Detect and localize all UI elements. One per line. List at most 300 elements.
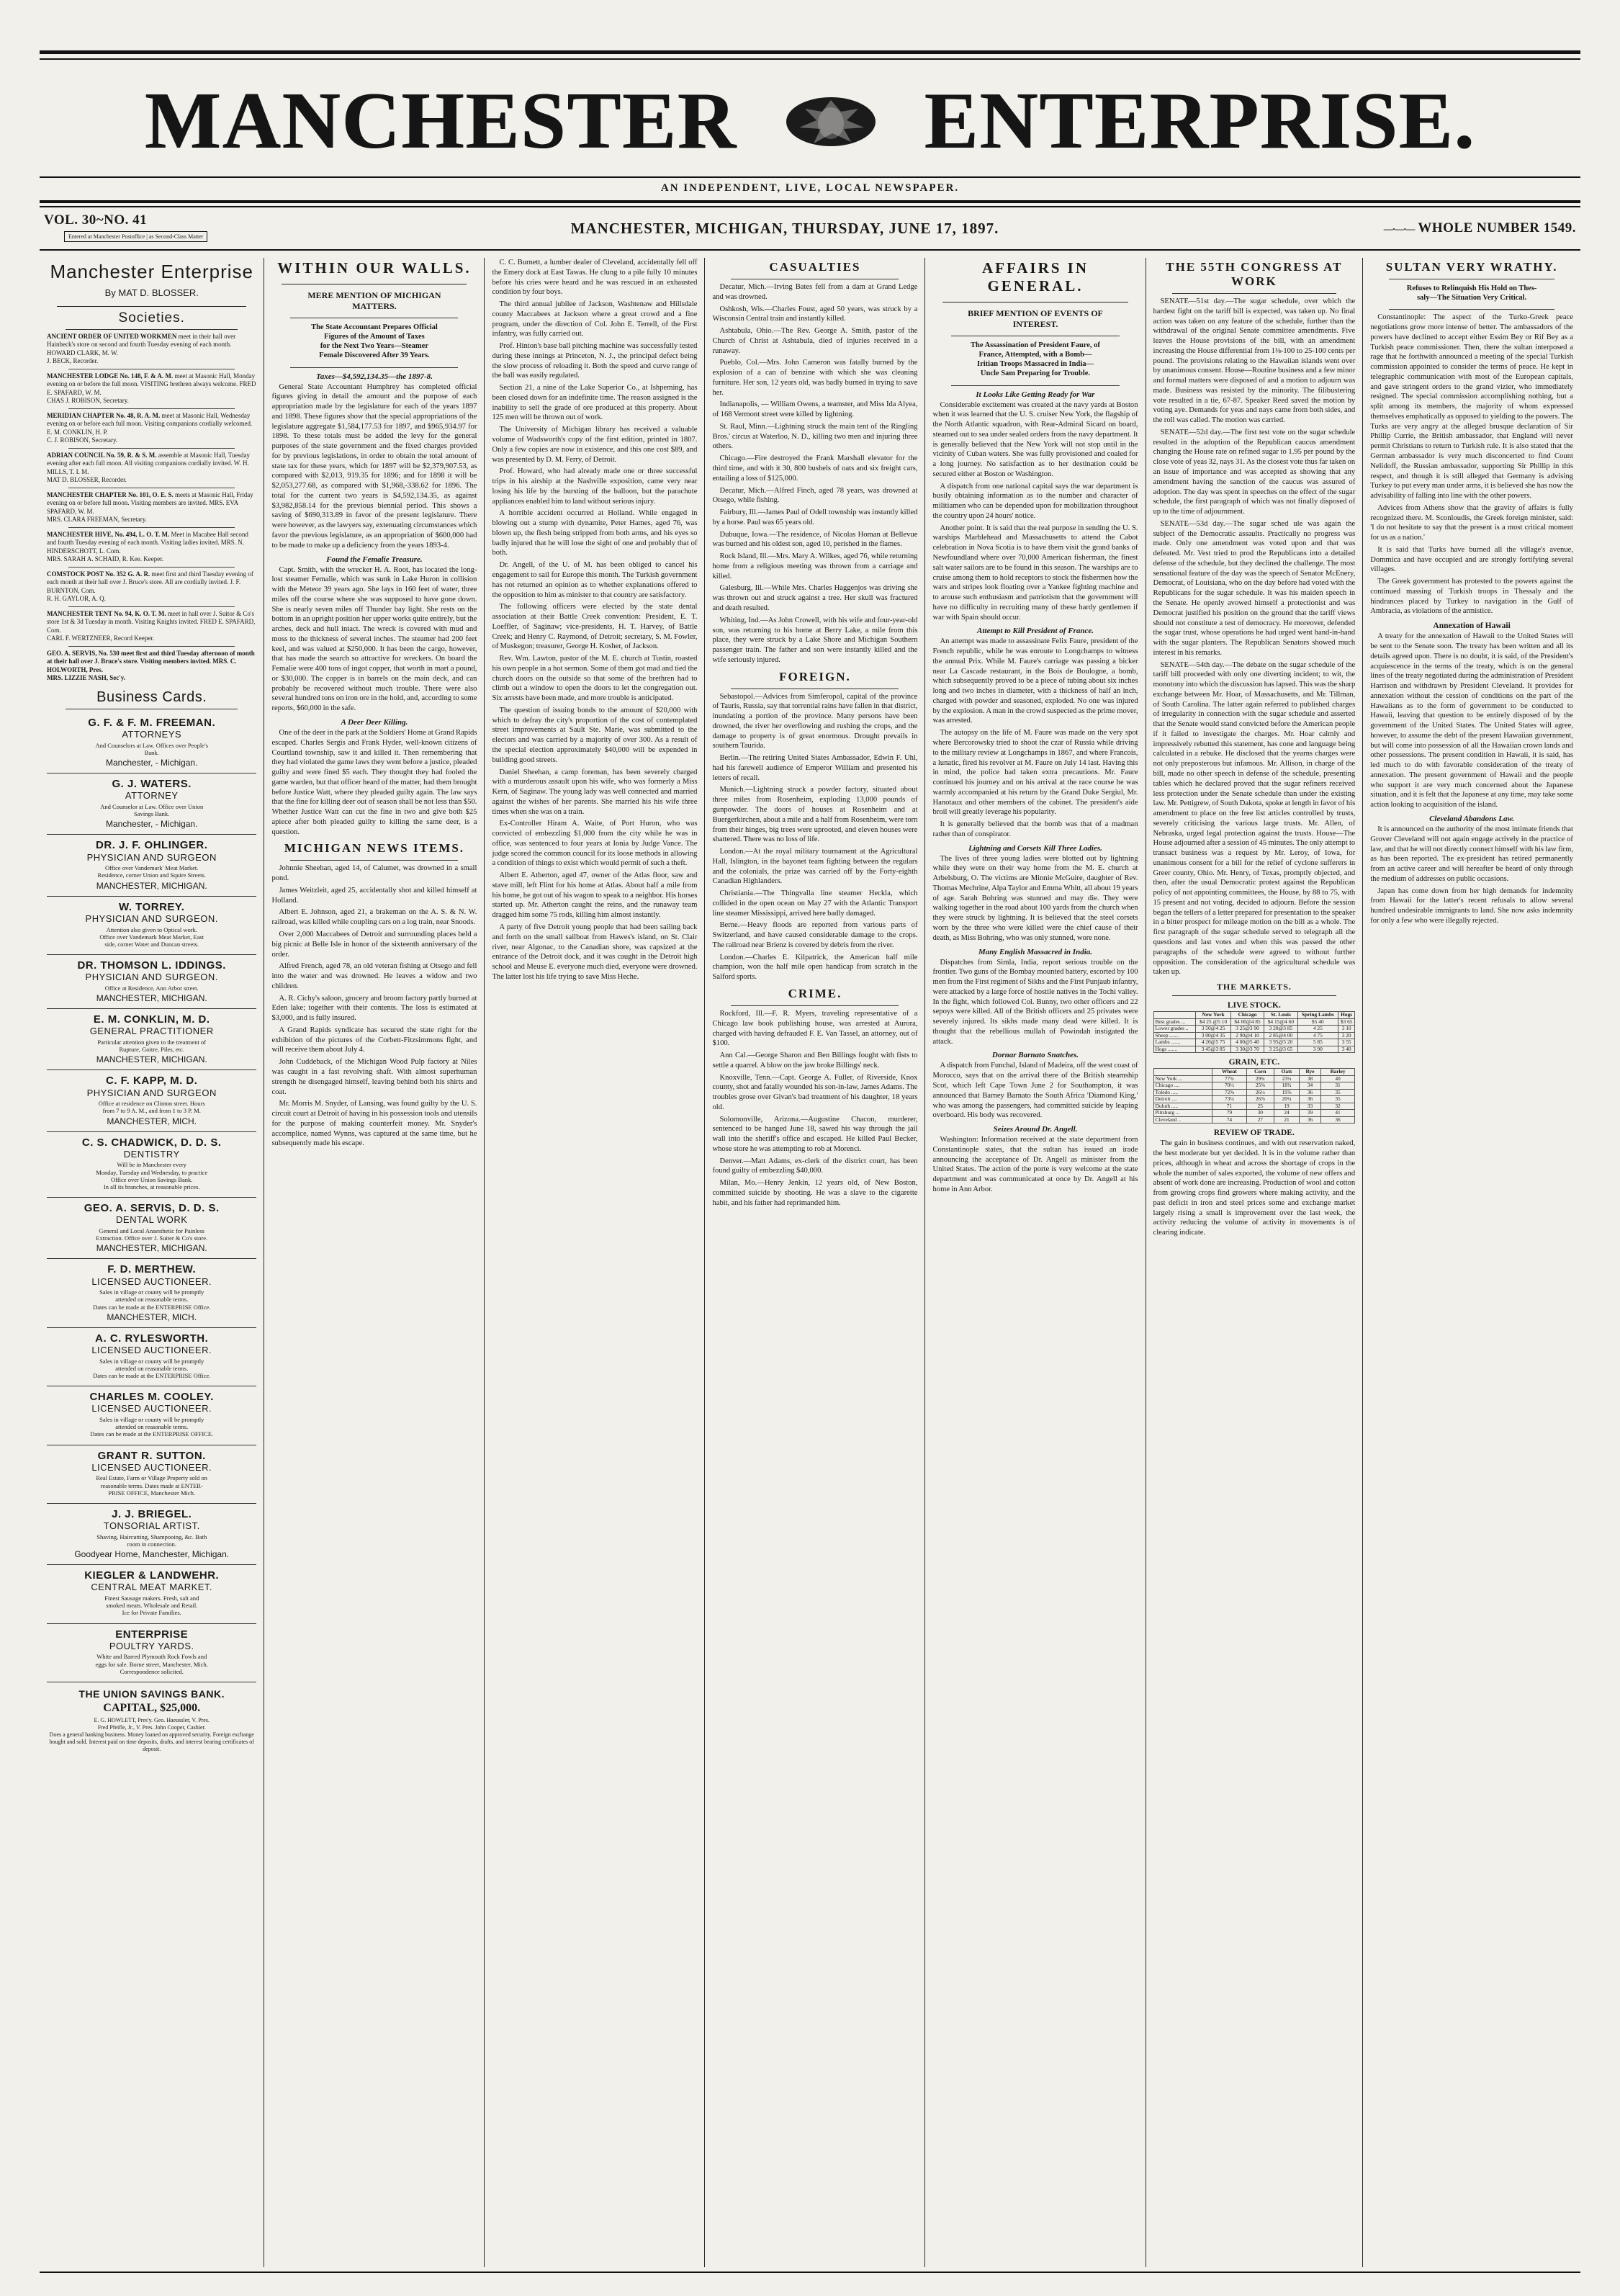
table-cell: 3 10 <box>1338 1026 1355 1033</box>
table-cell: 3 55 <box>1338 1039 1355 1046</box>
paragraph: Prof. Howard, who had already made one or three successful trips in his airship at the Nashville exposition, came very near losing his life by the bursting of the balloon, but the parachute appliances enabled him to land without serious injury. <box>492 467 698 506</box>
card-title: PHYSICIAN AND SURGEON <box>86 1087 217 1098</box>
table-cell: 36 <box>1300 1089 1321 1096</box>
table-cell: 4 20@5 75 <box>1196 1039 1231 1046</box>
table-row <box>1153 1110 1355 1117</box>
society-entry: ANCIENT ORDER OF UNITED WORKMEN meet in their hall over Hainbeck's store on second and fourth Tuesday evening of each month. HOWARD CLARK, M. W. J. BECK, Recorder. <box>47 333 236 364</box>
table-row <box>1153 1046 1355 1053</box>
business-card <box>47 1328 256 1386</box>
casualties-body <box>712 282 917 665</box>
paragraph: A horrible accident occurred at Holland. While engaged in blowing out a stump with dynamite, Peter Hames, aged 76, was blown up, the flesh being stripped from both arms, and his eyes so badly injured that he will lose the sight of one and probably that of both. <box>492 509 698 557</box>
bank-officers: E. G. HOWLETT, Pres'y. Geo. Haeussler, V. Pres. Fred Pfeifle, Jr., V. Pres. John Cooper, Cashier. Does a general banking business. Money loaned on approved security. Foreign exchange bought and sold. Interest paid on time deposits, drafts, and interest bearing certificates of deposit. <box>49 1717 254 1752</box>
markets-title: THE MARKETS. <box>1216 982 1292 992</box>
paragraph: SENATE—51st day.—The sugar schedule, over which the hardest fight on the tariff bill is expected, was taken up. No final action was taken on any feature of the schedule, further than the withdrawal of the original Senate committee amendments. Five leaves the House provisions of the bill, with an amendment increasing the House differential from 1⅛-100 to 25-100 cents per pound. The provisions relating to the Hawaiian islands went over by unanimous consent. House—Routine business and a few minor and formal matters were disposed of and a motion to adjourn was made. Business was resisted by the minority. The filibustering vote resulted in a tie, 67-87. Speaker Reed saved the motion by voting aye. Demands for yeas and nays came from both sides, and the roll was called. The motion was carried. <box>1153 297 1356 425</box>
paragraph: A dispatch from one national capital says the war department is busily obtaining information as to the number and character of militiamen who can be depended upon for mobilization throughout the country upon 24 hours' notice. <box>932 482 1138 520</box>
volume-number <box>44 212 210 244</box>
grain-table <box>1153 1068 1356 1124</box>
table-cell: 25⅜ <box>1246 1082 1274 1090</box>
card-location: MANCHESTER, MICHIGAN. <box>96 1243 207 1254</box>
table-cell: 3 20 <box>1338 1032 1355 1039</box>
paragraph: The lives of three young ladies were blotted out by lightning while they were on their way home from the M. E. church at Arbelsburg, O. The victims are Minnie McGuire, daughter of Rev. Thomas Mechrine, Alpa Taylor and Emma Whitt, all about 19 years of age. Sarah Bohring was stunned and may die. They were walking together in the road about 100 yards from the church when they were struck by lightning. It is believed that the steel corsets worn by the three who were killed were the chief cause of their death, as Miss Bohring, who was only stunned, wore none. <box>932 854 1138 942</box>
table-header: Wheat <box>1212 1069 1246 1076</box>
masthead-left-word: MANCHESTER <box>144 76 737 166</box>
card-detail: Will be in Manchester every Monday, Tuesday and Wednesday, to practice Office over Union Savings Bank. In all its branches, at reasonable prices. <box>96 1161 208 1190</box>
card-title: LICENSED AUCTIONEER. <box>91 1403 212 1414</box>
card-name: E. M. CONKLIN, M. D. <box>93 1013 210 1026</box>
paragraph: Capt. Smith, with the wrecker H. A. Root, has located the long-lost steamer Femalie, which was sunk in Lake Huron in collision with the Meteor 39 years ago. She lays in 160 feet of water, three miles off the course where she was supposed to have gone down. She is nearly seven miles off Thunder bay light. She rests on the bottom in an upright position her upper works quite entirely, but the arches, deck and hull intact. The wreck is covered with mud and moss to the thickness of several inches. The steamer had 200 feet keel, and was valued at $250,000. It has been the cargo, however, that has made the search so attractive for wreckers. On board the Femalie were 400 tons of ingot copper, that worth in mart a pound, or $30,000. The copper is in barrels on the main deck, and can probably be recovered without much trouble. There were also several hundred tons on iron ore in the hold, and, according to some reports, $60,000 in the safe. <box>271 565 477 713</box>
story-subhead: MICHIGAN NEWS ITEMS. <box>284 841 465 856</box>
society-entry: COMSTOCK POST No. 352 G. A. R. meet first and third Tuesday evening of each month at their hall over J. Bruce's store. All are cordially invited. J. F. BURNTON, Com. R. H. GAYLOR, A. Q. <box>47 570 253 602</box>
paragraph: General State Accountant Humphrey has completed official figures giving in detail the amount and the purpose of each appropriation made by the legislature for each of the years 1897 and 1898. These figures show that the special appropriations of the legislature aggregate $1,584,177.53 for 1897, and $965,934.97 for 1898. To these totals must be added the levy for the general purposes of the state government and the fixed charges provided for by previous legislations, in order to obtain the total amount of state tax for these years, which for 1897 will be $2,379,907.53, as compared with $2,013, 919.35 for 1896; and for 1898 it will be $2,053,277.68, as compared with $1,968,-338.62 for 1896. The total for the current two years is $4,592,134.35, as against $3,982,858.14 for the previous biennial period. This shows a saving of $690,313.89 in favor of the present legislature. There were however, as the lawyers say, extenuating circumstances which favor the previous legislature, as an appropriation of $600,000 had to be made to make up a deficiency from the years 1893-4. <box>271 382 477 550</box>
paragraph: An attempt was made to assassinate Felix Faure, president of the French republic, while he was enroute to Longchamps to witness the annual Prix. While M. Faure's carriage was passing a bicker near La Cascade restaurant, in the Bois de Boulogne, a bomb, which subsequently proved to be a piece of tubing about six inches long and two inches in diameter, with a thickness of half an inch, charged with powder and seasoned, exploded. No one was injured by the explosion. A man in the crowd suspected as the prime mover, was arrested. <box>932 637 1138 725</box>
paragraph: The autopsy on the life of M. Faure was made on the very spot where Bercorowsky tried to shoot the czar of Russia while driving to the military review at Longchamps in 1867, and where Francois, a lunatic, fired his revolver at M. Faure on July 14 last. Having this in mind, the police had taken extra precautions. Mr. Faure continued his journey and on his arrival at the race course he was warmly accompanied at his return by the Grand Duke Sergiul, Mr. Hanotaux and other members of the cabinet. The president's aide broil will greatly leverage his popularity. <box>932 729 1138 817</box>
story-subhead: Attempt to Kill President of France. <box>977 627 1094 636</box>
business-card <box>47 1070 256 1131</box>
table-cell: 3 25@3 65 <box>1264 1046 1297 1053</box>
masthead-inner <box>40 58 1580 178</box>
table-cell: 3 30@3 70 <box>1230 1046 1264 1053</box>
card-detail: Real Estate, Farm or Village Property sold on reasonable terms. Dates made at ENTER- PRISE OFFICE, Manchester Mich. <box>96 1474 208 1497</box>
card-location: MANCHESTER, MICH. <box>107 1116 197 1126</box>
paragraph: Whiting, Ind.—As John Crowell, with his wife and four-year-old son, was returning to his home at Berry Lake, a mile from this place, they were struck by a Lake Shore and Michigan Southern passenger train. The father and son were instantly killed and the wife seriously injured. <box>712 616 918 664</box>
card-location: MANCHESTER, MICHIGAN. <box>96 1054 207 1065</box>
card-detail: White and Barred Plymouth Rock Fowls and eggs for sale. Borne street, Manchester, Mich. Correspondence solicited. <box>95 1653 208 1675</box>
card-title: ATTORNEYS <box>122 729 182 740</box>
table-cell: $3 65 <box>1338 1018 1355 1026</box>
table-header: Barley <box>1320 1069 1354 1076</box>
page-columns <box>40 258 1580 2267</box>
paragraph: Alfred French, aged 78, an old veteran fishing at Otsego and fell into the water and was drowned. He leaves a widow and two children. <box>271 962 477 990</box>
story-subhead: Dornar Barnato Snatches. <box>991 1051 1079 1060</box>
table-cell: Detroit .... <box>1153 1096 1212 1103</box>
table-cell: 25 <box>1246 1103 1274 1110</box>
table-row <box>1153 1116 1355 1124</box>
paragraph: Japan has come down from her high demands for indemnity from Hawaii for the latter's recent refusals to allow several hundred undesirable immigrants to land. She now asks indemnity for only a few who were illegally rejected. <box>1370 887 1573 925</box>
paragraph: The University of Michigan library has received a valuable volume of Wadsworth's copy of the first edition, printed in 1807. Only a few copies are now in existence, and this one cost $89, and was presented by D. M. Ferry, of Detroit. <box>492 426 698 464</box>
within-our-walls-head: WITHIN OUR WALLS. <box>277 259 472 277</box>
business-card <box>47 712 256 773</box>
card-name: A. C. RYLESWORTH. <box>95 1332 209 1345</box>
card-title: LICENSED AUCTIONEER. <box>91 1345 212 1355</box>
card-location: Manchester, - Michigan. <box>106 758 198 768</box>
table-cell: 23¼ <box>1274 1075 1299 1082</box>
business-cards-heading: Business Cards. <box>96 689 207 705</box>
card-title: GENERAL PRACTITIONER <box>89 1026 214 1037</box>
crime-head: CRIME. <box>788 987 842 1000</box>
paragraph: Considerable excitement was created at the navy yards at Boston when it was learned that the U. S. cruiser New York, the flagship of the North Atlantic squadron, with Rear-Admiral Sicard on board, steamed out to sea under sealed orders from the navy department. It is generally believed that the New York will not stop until in the vicinity of Cuban waters. She was fully provisioned and coaled for a long journey. No satisfaction as to her destination could be secured either at Boston or Washington. <box>932 400 1138 478</box>
society-entry: MANCHESTER TENT No. 94, K. O. T. M. meet in hall over J. Suitor & Co's store 1st & 3d Tuesday in month. Visiting Knights invited. FRED E. SPAFARD, Com. CARL F. WERTZNEER, Record Keeper. <box>47 610 256 642</box>
table-cell: 32 <box>1320 1103 1354 1110</box>
paragraph: Mr. Morris M. Snyder, of Lansing, was found guilty by the U. S. circuit court at Detroit of having in his possession tools and utensils for the purpose of making counterfeit money. Mr. Snyder's accomplice, named Wynns, was captured at the same time, but he subsequently made his escape. <box>271 1100 477 1148</box>
casualties-head: CASUALTIES <box>769 260 861 274</box>
affairs-body <box>932 390 1138 1195</box>
table-cell: 20¼ <box>1274 1096 1299 1103</box>
paragraph: It is said that Turks have burned all the village's avenue, Dommica and have occupied and are strongly fortifying several villages. <box>1370 545 1573 574</box>
card-detail: Attention also given to Optical work. Office over Vandemark Meat Market, East side, corner Water and Duncan streets. <box>99 925 204 948</box>
card-name: ENTERPRISE <box>115 1628 189 1641</box>
paragraph: SENATE—53d day.—The sugar sched ule was again the subject of the Democratic assaults. Practically no progress was made. Only one amendment was voted upon and that was defeated. Mr. Vest tried to prod the Republicans into a detailed defense of the schedule, but they declined the challenge. The most sensational feature of the day was the speech of Senator McEnery, Democrat, of Louisiana, who on the day before had voted with the Republicans for the sugar schedule. It was his maiden speech in the Senate. He openly avowed himself a protectionist and was Democrat justified his position on the ground that the tariff views should not constitute a test of democracy. He moreover, defended the sugar trust, whose operations he had urged went hand-in-hand with the sugar planters. The Republican Senators showed much interest in his remarks. <box>1153 519 1356 657</box>
paragraph: Oshkosh, Wis.—Charles Foust, aged 50 years, was struck by a Wisconsin Central train and instantly killed. <box>712 305 918 323</box>
table-cell: $4 00@4 85 <box>1230 1018 1264 1026</box>
table-header: Corn <box>1246 1069 1274 1076</box>
foreign-body <box>712 692 917 982</box>
sultan-body <box>1370 313 1573 616</box>
sultan-head: SULTAN VERY WRATHY. <box>1385 260 1558 274</box>
paragraph: Albert E. Johnson, aged 21, a brakeman on the A. S. & N. W. railroad, was killed while coupling cars on a log train, near Snoods. <box>271 908 477 927</box>
paragraph: Indianapolis, — William Owens, a teamster, and Miss Ida Alyea, of 168 Vermont street were killed by lightning. <box>712 400 918 419</box>
paragraph: Rev. Wm. Lawton, pastor of the M. E. church at Tustin, roasted his own people in a hot sermon. Some of them got mad and tied the church doors on the outside so that some of the brethren had to climb out a window to open the doors to let the congregation out. Six arrests have been made, and more trouble is anticipated. <box>492 655 698 703</box>
business-card <box>47 1386 256 1445</box>
card-title: LICENSED AUCTIONEER. <box>91 1275 212 1287</box>
card-detail: Sales in village or county will be promptly attended on reasonable terms. Dates can be made at the ENTERPRISE Office. <box>93 1357 211 1379</box>
masthead-tagline: AN INDEPENDENT, LIVE, LOCAL NEWSPAPER. <box>660 182 960 194</box>
society-entry: MERIDIAN CHAPTER No. 48, R. A. M. meet at Masonic Hall, Wednesday evening on or before each full moon. Visiting companions cordially welcomed. E. M. CONKLIN, H. P. C. J. ROBISON, Secretary. <box>47 412 253 444</box>
table-header: New York <box>1196 1012 1231 1019</box>
table-cell: 36 <box>1320 1116 1354 1124</box>
business-card <box>47 1259 256 1327</box>
card-name: C. F. KAPP, M. D. <box>106 1075 198 1088</box>
column-4 <box>705 258 925 2267</box>
table-cell: 38 <box>1300 1075 1321 1082</box>
column-7 <box>1363 258 1580 2267</box>
card-name: J. J. BRIEGEL. <box>112 1507 192 1520</box>
table-cell: 18¾ <box>1274 1082 1299 1090</box>
column-6 <box>1146 258 1364 2267</box>
table-cell: 2 85@4 00 <box>1264 1032 1297 1039</box>
business-card <box>47 773 256 835</box>
card-name: G. F. & F. M. FREEMAN. <box>88 717 216 729</box>
within-our-walls-deck: The State Accountant Prepares Official Figures of the Amount of Taxes for the Next Two Years—Steamer Female Discovered After 39 Years. <box>311 323 438 360</box>
table-cell: 72⅝ <box>1212 1089 1246 1096</box>
table-cell: 26½ <box>1246 1089 1274 1096</box>
card-location: MANCHESTER, MICHIGAN. <box>96 880 207 891</box>
card-detail: Sales in village or county will be promptly attended on reasonable terms. Dates can be made at the ENTERPRISE OFFICE. <box>90 1416 214 1438</box>
place-date: MANCHESTER, MICHIGAN, THURSDAY, JUNE 17, 1897. <box>570 219 999 237</box>
card-detail: Office over Vandemark' Meat Market. Residence, corner Union and Squire Streets. <box>97 864 206 879</box>
table-cell: Cleveland .. <box>1153 1116 1212 1124</box>
paragraph: It is generally believed that the bomb was that of a madman rather than of conspirator. <box>932 820 1138 838</box>
paragraph: Prof. Hinton's base ball pitching machine was successfully tested during these innings at Princeton, N. J., the principal defect being the slow process of reloading it. Both the speed and curve range of the ball was easily regulated. <box>492 342 698 380</box>
paragraph: Fairbury, Ill.—James Paul of Odell township was instantly killed by a horse. Paul was 65 years old. <box>712 508 918 526</box>
table-cell: 33 <box>1300 1103 1321 1110</box>
masthead <box>40 50 1580 203</box>
paragraph: The question of issuing bonds to the amount of $20,000 with which to defray the city's proportion of the cost of contemplated street improvements at Sault Ste. Marie, was submitted to the electors and was carried by a majority of over 300. As a result of the special election approximately $40,000 will be expended in building good streets. <box>492 706 698 764</box>
paragraph: Decatur, Mich.—Alfred Finch, aged 78 years, was drowned at Otsego, while fishing. <box>712 486 918 505</box>
table-cell: 21 <box>1274 1116 1299 1124</box>
livestock-head: LIVE STOCK. <box>1227 1001 1281 1010</box>
card-name: DR. THOMSON L. IDDINGS. <box>77 959 226 972</box>
business-card <box>47 1624 256 1682</box>
paper-name: Manchester Enterprise <box>50 261 253 282</box>
table-cell: 3 90 <box>1297 1046 1338 1053</box>
table-cell: $5 40 <box>1297 1018 1338 1026</box>
foreign-head: FOREIGN. <box>779 669 851 683</box>
business-card-list <box>47 712 256 1682</box>
paragraph: James Weitzleit, aged 25, accidentally shot and killed himself at Holland. <box>271 886 477 905</box>
card-title: TONSORIAL ARTIST. <box>103 1520 200 1532</box>
entered-notice: Entered at Manchester Postoffice | as Second-Class Matter <box>64 231 207 242</box>
table-cell: 4 00@5 40 <box>1230 1039 1264 1046</box>
affairs-deck: The Assassination of President Faure, of France, Attempted, with a Bomb— Iritian Troops Massacred in India— Uncle Sam Preparing for Trouble. <box>971 341 1100 378</box>
affairs-subhead: BRIEF MENTION OF EVENTS OF INTEREST. <box>968 308 1103 329</box>
dateline-bar <box>40 206 1580 251</box>
card-name: CHARLES M. COOLEY. <box>89 1391 214 1404</box>
paragraph: Daniel Sheehan, a camp foreman, has been severely charged with a murderous assault upon his wife, who was formerly a Miss Kern, of Saginaw. The young lady was well connected and married against the wishes of her parents. She married his his wife three times when she was on a train. <box>492 768 698 816</box>
paragraph: St. Raul, Minn.—Lightning struck the main tent of the Ringling Bros.' circus at Waterloo, N. D., killing two men and injuring three others. <box>712 422 918 451</box>
review-of-trade-head: REVIEW OF TRADE. <box>1213 1129 1295 1138</box>
table-cell: 71 <box>1212 1103 1246 1110</box>
table-cell: 40 <box>1320 1075 1354 1082</box>
paragraph: Dubuque, Iowa.—The residence, of Nicolas Homan at Bellevue was burned and his oldest son, aged 10, perished in the flames. <box>712 530 918 549</box>
table-cell: Toledo ..... <box>1153 1089 1212 1096</box>
volume-label: VOL. 30~NO. 41 <box>44 212 148 228</box>
table-cell: 35 <box>1320 1096 1354 1103</box>
societies-heading: Societies. <box>118 310 185 326</box>
card-title: POULTRY YARDS. <box>109 1640 194 1651</box>
paragraph: Milan, Mo.—Henry Jenkin, 12 years old, of New Boston, committed suicide by shooting. He was a slave to the cigarette habit, and his father had reprimanded him. <box>712 1179 918 1207</box>
story-subhead: Cleveland Abandons Law. <box>1429 815 1515 823</box>
paragraph: The following officers were elected by the state dental association at their Battle Creek convention: President, E. T. Loeffler, of Saginaw; vice-presidents, H. T. Harvey, of Battle Creek; and Henry C. Raymond, of Detroit; secretary, S. M. Fowler, of Muskegon; treasurer, George H. Kosher, of Jackson. <box>492 603 698 651</box>
crime-body <box>712 1009 917 1208</box>
card-detail: And Counselor at Law. Office over Union Savings Bank. <box>100 803 204 818</box>
table-cell: 3 00@4 35 <box>1196 1032 1231 1039</box>
paragraph: Rockford, Ill.—F. R. Myers, traveling representative of a Chicago law book publishing house, was arrested at Aurora, charged with having defrauded F. E. Van Tassel, an attorney, out of $100. <box>712 1010 918 1048</box>
business-card <box>47 1198 256 1259</box>
table-cell: 3 50@4 25 <box>1196 1026 1231 1033</box>
table-header: Spring Lambs <box>1297 1012 1338 1019</box>
paragraph: Dispatches from Simla, India, report serious trouble on the frontier. Two guns of the Bombay mounted battery, escorted by 100 men from the First regiment of Sikhs and the First Punjaub infantry, were attacked by a large force of hostile natives in the Tochi valley. In the fight, which followed Col. Bunny, two other officers and 22 sepoys were killed. All of the British officers and 25 privates were severely injured. Its sikhs made many dead were killed. It is thought that the rebellious mullah of Powindah instigated the attack. <box>932 958 1138 1046</box>
story-subhead: Lightning and Corsets Kill Three Ladies. <box>968 843 1102 853</box>
table-cell: 77¾ <box>1212 1075 1246 1082</box>
within-our-walls-subhead: MERE MENTION OF MICHIGAN MATTERS. <box>307 290 441 311</box>
bank-capital: CAPITAL, $25,000. <box>103 1702 201 1714</box>
paragraph: Over 2,000 Maccabees of Detroit and surrounding places held a big picnic at Belle Isle in honor of the sixteenth anniversary of the order. <box>271 930 477 959</box>
table-row <box>1153 1096 1355 1103</box>
card-title: PHYSICIAN AND SURGEON. <box>85 912 218 924</box>
card-detail: Office at residence on Clinton street. Hours from 7 to 9 A. M., and from 1 to 3 P. M. <box>98 1100 205 1115</box>
paragraph: Ex-Controller Hiram A. Waite, of Port Huron, who was convicted of embezzling $1,000 from the city while he was in office, was sentenced to four years at Ionia by Judge Vance. The judge scored the common council for its loose methods in allowing a condition of things to exist which would permit of such a theft. <box>492 820 698 868</box>
society-entry: ADRIAN COUNCIL No. 59, R. & S. M. assemble at Masonic Hall, Tuesday evening after each full moon. All visiting companions cordially invited. W. H. MILLS, T. I. M. MAT D. BLOSSER, Recorder. <box>47 452 251 483</box>
story-subhead: Found the Femalie Treasure. <box>326 555 423 564</box>
card-name: KIEGLER & LANDWEHR. <box>84 1569 220 1582</box>
column-2 <box>264 258 485 2267</box>
card-title: DENTISTRY <box>123 1148 180 1160</box>
card-title: CENTRAL MEAT MARKET. <box>91 1582 213 1593</box>
card-detail: Office at Residence, Ann Arbor street. <box>104 984 199 992</box>
card-detail: Sales in village or county will be promptly attended on reasonable terms. Dates can be made at the ENTERPRISE Office. <box>93 1288 211 1311</box>
paragraph: SENATE—54th day.—The debate on the sugar schedule of the tariff bill proceeded with only one diverting incident; to wit, the monotony into which the discussion has lapsed. This was the sharp exchange between Mr. Hoar, of Massachusetts, and Mr. Tillman, of South Carolina. The latter again referred to published charges of irregularity in connection with the sugar schedule and asserted that the Senate would stand convicted before the American people if it failed to investigate the charges. Mr. Hoar calmly and impressively rebutted this statement, has cone and language being calculated in a rebuke. He disclosed that the yearns charges were not only preposterous but infamous. Mr. Allison, in charge of the bill, made no other speech in defense of the schedule, presenting tables which he declared proved that the sugar refiners received less protection under the Senate schedule than under the existing law. Mr. Pettigrew, of South Dakota, spoke at length in favor of his amendment to place on the free list articles controlled by trusts, severely criticising the various large trusts. Mr. Allen, of Nebraska, urged legal protection against the trusts. House—The House adjourned after a session of 45 minutes. The only attempt to transact business was a request by Mr. Leroy, of Iowa, for unanimous consent for a bill for the relief of cyclone sufferers in Greer county, Ohio. Mr. Henry, of Texas, promptly objected, and then, after the usual Democratic protest against the Republican policy of not appointing committees, the House, by 88 to 75, with 15 present and not voting, decided to adjourn. Before the session began the tellers of a letter prepared for presentation to the speaker in a bitter prospect for mileage motion on the bill as a whole. The first paragraph of the sugar schedule served to telegraph all the questions and last votes and when this was passed the other paragraphs of the schedule were agreed to without further opposition. The consideration of the agricultural schedule was taken up. <box>1153 660 1356 977</box>
story-subhead: A Deer Deer Killing. <box>341 718 408 727</box>
table-cell: New York ... <box>1153 1075 1212 1082</box>
table-cell: $4 25 @5 10 <box>1196 1018 1231 1026</box>
column-3 <box>485 258 705 2267</box>
bank-advertisement <box>47 1688 256 1753</box>
congress-head: THE 55TH CONGRESS AT WORK <box>1166 260 1343 288</box>
card-location: Manchester, - Michigan. <box>106 819 198 830</box>
table-cell: Lower grades .. <box>1153 1026 1196 1033</box>
business-card <box>47 835 256 896</box>
column-3-body <box>492 258 697 982</box>
table-header <box>1153 1012 1196 1019</box>
table-cell: 26⅞ <box>1246 1096 1274 1103</box>
story-subhead: It Looks Like Getting Ready for War <box>976 390 1095 399</box>
table-cell: Lambs ....... <box>1153 1039 1196 1046</box>
paragraph: One of the deer in the park at the Soldiers' Home at Grand Rapids escaped. Charles Sergis and Frank Hyder, well-known citizens of Courtland township, saw it and killed it. Then remembering that they had violated the game laws they went before a justice, pleaded guilty and were fined $5 each. They thought they had fooled the game warden, but that officer heard of the matter, had them brought before Justice Watt, where they pleaded guilty again. The law says that the fine for killing deer out of season shall be not less than $50. Whether Justice Watt can cut the fine in two and give both $25 apiece after both pleaded guilty to killing the same deer, is a question. <box>271 729 477 836</box>
congress-body <box>1153 297 1356 977</box>
table-row <box>1153 1082 1355 1090</box>
dateline-ornament: —·—·— <box>1383 223 1415 234</box>
card-detail: Finest Sausage makers. Fresh, salt and smoked meats. Wholesale and Retail. Ice for Private Families. <box>104 1595 199 1617</box>
paragraph: Chicago.—Fire destroyed the Frank Marshall elevator for the third time, and with it 30, 800 bushels of oats and six freight cars, entailing a loss of $125,000. <box>712 454 918 483</box>
table-cell: Duluth ..... <box>1153 1103 1212 1110</box>
column-1 <box>40 258 264 2267</box>
table-cell: 3 95@5 20 <box>1264 1039 1297 1046</box>
card-title: LICENSED AUCTIONEER. <box>91 1461 212 1473</box>
column-5 <box>925 258 1146 2267</box>
paragraph: Ashtabula, Ohio.—The Rev. George A. Smith, pastor of the Church of Christ at Ashtabula, died of injuries received in a runaway. <box>712 327 918 355</box>
paragraph: Sebastopol.—Advices from Simferopol, capital of the province of Tauris, Russia, say that torrential rains have fallen in that district, inundating a portion of the province. Many persons have been drowned, the river her overflowing and rushing the crops, and the damage to property is of great enormous. Drought prevails in southern Taurida. <box>712 692 918 750</box>
table-cell: 3 20@3 85 <box>1264 1026 1297 1033</box>
table-row <box>1153 1075 1355 1082</box>
business-card <box>47 897 256 955</box>
table-cell: 3 25@3 90 <box>1230 1026 1264 1033</box>
table-cell: 73¼ <box>1212 1096 1246 1103</box>
card-name: DR. J. F. OHLINGER. <box>96 839 208 852</box>
paragraph: A dispatch from Funchal, Island of Madeira, off the west coast of Morocco, says that on the arrival there of the British steamship Scot, which left Cape Town June 2 for Southampton, it was announced that Barney Barnato the South Africa 'Diamond King,' who was among the passengers, had committed suicide by leaping overboard. His body was recovered. <box>932 1062 1138 1120</box>
paragraph: Washington: Information received at the state department from Constantinople states, that the sultan has issued an irade announcing the acceptance of Dr. Angell as minister from the United States. The action of the porte is very welcome at the state department and was communicated at once by Dr. Angell at his home in Ann Arbor. <box>932 1136 1138 1193</box>
paragraph: London.—Charles E. Kilpatrick, the American half mile champion, won the half mile open handicap from scratch in the Salford sports. <box>712 953 918 982</box>
paragraph: John Cuddeback, of the Michigan Wood Pulp factory at Niles was caught in a fast revolving shaft. With almost superhuman strength he disengaged himself, leaving behind both his shirts and coat. <box>271 1058 477 1096</box>
sultan-subhead: Refuses to Relinquish His Hold on Thes- saly—The Situation Very Critical. <box>1406 284 1537 302</box>
paragraph: Albert E. Atherton, aged 47, owner of the Atlas floor, saw and stave mill, left Flint for his home at Atlas. About half a mile from his home, he got out of his wagon to speak to a neighbor. His horses started up. Mr. Atherton caught the reins, and the runaway team dragged him some 75 rods, killing him almost instantly. <box>492 871 698 920</box>
paragraph: Advices from Athens show that the gravity of affairs is fully recognized there. M. Sconloudis, the Greek foreign minister, said: 'I do not hesitate to say that the present is a most critical moment for us as a nation.' <box>1370 503 1573 542</box>
column-2-body <box>271 372 477 1149</box>
table-cell: 39 <box>1300 1110 1321 1117</box>
business-card <box>47 1445 256 1504</box>
table-cell: 5 85 <box>1297 1039 1338 1046</box>
business-card <box>47 955 256 1009</box>
table-cell: 31 <box>1320 1082 1354 1090</box>
table-cell: 27 <box>1246 1116 1274 1124</box>
table-cell: 29¾ <box>1246 1075 1274 1082</box>
paragraph: C. C. Burnett, a lumber dealer of Cleveland, accidentally fell off the Emery dock at East Tawas. He clung to a pile fully 10 minutes before his cries were heard and he was rescued in an exhausted condition by four boys. <box>492 259 698 297</box>
paragraph: Decatur, Mich.—Irving Bates fell from a dam at Grand Ledge and was drowned. <box>712 283 918 301</box>
paragraph: It is announced on the authority of the most intimate friends that Grover Cleveland will not again engage actively in the practice of law, and that he will not directly connect himself with his law firm, as has been reported. The ex-president has retired permanently from an active career and will hereafter be heard of only through the medium of addresses on public occasions. <box>1370 825 1573 883</box>
table-cell: 3 45@3 85 <box>1196 1046 1231 1053</box>
whole-number-label: WHOLE NUMBER 1549. <box>1418 220 1576 236</box>
table-cell: 2 90@4 10 <box>1230 1032 1264 1039</box>
table-header: Rye <box>1300 1069 1321 1076</box>
table-cell: Pittsburg ... <box>1153 1110 1212 1117</box>
paragraph: A party of five Detroit young people that had been sailing back and forth on the small sailboat from Hawes's island, on St. Clair river, near Algonac, to the Canadian shore, was capsized at the entrance of the Detroit dock, and it was caught in the Detroit high school and Meuse E. everyone much died, everyone were drowned. The latter lost his life trying to save Miss Heche. <box>492 923 698 981</box>
paragraph: Constantinople: The aspect of the Turko-Greek peace negotiations grow more intense of better. The ambassadors of the powers have declined to accept either Essim Bey or Rif Bey as a Turkish peace commissioner. Then, there the sultan interposed a rage that he forthwith announced a meeting of the special Turkish commission appointed to consider the terms of peace. He kept in telegraphic communication with most of the European capitals, and gave stringent orders to the grand vizier, who immediately resigned. The special commission accomplishing nothing, but a split among its members, the majority of whom expressed themselves emphatically as opposed to yielding to the powers. The Turks are very angry at the alleged brusque declaration of Sir Phillip Currie, the British ambassador, that England will never permit Christians to return to Turkish rule. It is also stated that the German ambassador is very much disconcerted to find Count Nelidoff, the Russian ambassador, supporting Sir Phillip in this respect, and though it is still alleged that Germany is advising Turkey to put every man under arms, it is believed she has now the advisability of falling into line with the other powers. <box>1370 313 1573 501</box>
table-header: Chicago <box>1230 1012 1264 1019</box>
paragraph: Another point. It is said that the real purpose in sending the U. S. warships Marblehead and Massachusetts to attend the Cabot celebration in Nova Scotia is to have them visit the grand banks of Newfoundland where over 70,000 American fisherman, the finest salt water sailors are to be found in this season. The warships are to cruise among them to hold receptors to stock the fishermen how the wars and stripes look floating over a Yankee fighting machine and to arouse such enthusiasm and patriotism that the government will have no difficulty in recruiting many of these hardy gentlemen if war with Spain should occur. <box>932 524 1138 622</box>
paragraph: Pueblo, Col.—Mrs. John Cameron was fatally burned by the explosion of a can of benzine with which she was cleaning furniture. Her son, 12 years old, was badly burned in trying to save her. <box>712 359 918 397</box>
table-row <box>1153 1089 1355 1096</box>
table-cell: Hogs ....... <box>1153 1046 1196 1053</box>
paragraph: The Greek government has protested to the powers against the continued massing of Turkish troops in Thessaly and the hindrances placed by Turkey to navigation in the Gulf of Ambracia, as violations of the armistice. <box>1370 578 1573 616</box>
paragraph: Section 21, a nine of the Lake Superior Co., at Ishpeming, has been closed down for an indefinite time. The reason assigned is the inability to sell the grade of ore produced at this property. About 125 men will be thrown out of work. <box>492 384 698 422</box>
table-cell: 34 <box>1300 1082 1321 1090</box>
table-cell: 4 75 <box>1297 1032 1338 1039</box>
page-bottom-rule <box>40 2272 1580 2273</box>
table-cell: Sheep ....... <box>1153 1032 1196 1039</box>
annexation-head: Annexation of Hawaii <box>1433 622 1511 631</box>
societies-list <box>47 333 256 682</box>
paragraph: Ann Cal.—George Sharon and Ben Billings fought with fists to settle a quarrel. A blow on the jaw broke Billings' neck. <box>712 1051 918 1069</box>
story-subhead: Taxes—$4,592,134.35—the 1897-8. <box>316 372 433 381</box>
society-entry: MANCHESTER HIVE, No. 494, L. O. T. M. Meet in Macabee Hall second and fourth Tuesday evening of each month. Visiting ladies invited. MRS. N. HINDERSCHOTT, L. Com. MRS. SARAH A. SCHAID, R. Kee. Keeper. <box>47 531 248 562</box>
table-cell: 24 <box>1274 1110 1299 1117</box>
card-name: W. TORREY. <box>119 900 185 913</box>
table-cell: 79 <box>1212 1110 1246 1117</box>
card-name: G. J. WATERS. <box>112 778 192 791</box>
business-card <box>47 1009 256 1070</box>
annexation-body <box>1370 632 1573 925</box>
table-cell: 3 40 <box>1338 1046 1355 1053</box>
table-header: Hogs <box>1338 1012 1355 1019</box>
paragraph: Berlin.—The retiring United States Ambassador, Edwin F. Uhl, had his farewell audience of Emperor William and presented his letters of recall. <box>712 754 918 782</box>
card-title: PHYSICIAN AND SURGEON <box>86 851 217 863</box>
card-location: MANCHESTER, MICH. <box>107 1311 197 1322</box>
society-entry: GEO. A. SERVIS, No. 530 meet first and third Tuesday afternoon of month at their hall over J. Bruce's store. Visiting members invited. MRS. C. HOLWORTH, Pres. MRS. LIZZIE NASH, Sec'y. <box>47 650 255 681</box>
paragraph: Solomonville, Arizona.—Augustine Chacon, murderer, sentenced to be hanged June 18, sawed his way through the jail wall into the sheriff's office and escaped. He killed Paul Becker, whose store he was attempting to rob at Morenci. <box>712 1115 918 1153</box>
table-cell: 36 <box>1300 1096 1321 1103</box>
table-row <box>1153 1026 1355 1033</box>
table-header: Oats <box>1274 1069 1299 1076</box>
table-cell: 36 <box>1300 1116 1321 1124</box>
table-cell: Best grades ... <box>1153 1018 1196 1026</box>
paragraph: Knoxville, Tenn.—Capt. George A. Fuller, of Riverside, Knox county, shot and fatally wounded his son-in-law, James Adams. The troubles grose over Givan's bad treatment of his daughter, 18 years old. <box>712 1073 918 1111</box>
review-of-trade-text: The gain in business continues, and with out reservation naked, the best moderate but yet decided. It is in the volume rather than prices, although in wheat and across the shortage of crops in the whole the number of sales exported, the volume of new offers and absent of work done are increasing. Production of wool and cotton from growing crops find growers where making activity, and the past deficit in iron and steel prices some and exchange market largely rising a small is improvement over the last week, the activity reducing the volume of activity in movements is of clearing indicate. <box>1153 1139 1356 1237</box>
society-entry: MANCHESTER CHAPTER No. 101, O. E. S. meets at Masonic Hall, Friday evening on or before full moon. Visiting members are invited. MRS. EVA SPAFARD, W. M. MRS. CLARA FREEMAN, Secretary. <box>47 491 253 523</box>
table-cell: 30 <box>1246 1110 1274 1117</box>
paragraph: Denver.—Matt Adams, ex-clerk of the district court, has been found guilty of embezzling $40,000. <box>712 1157 918 1175</box>
table-cell: 70½ <box>1212 1082 1246 1090</box>
affairs-in-general-head: AFFAIRS IN GENERAL. <box>981 259 1089 295</box>
paragraph: Johnnie Sheehan, aged 14, of Calumet, was drowned in a small pond. <box>271 864 477 883</box>
card-location: MANCHESTER, MICHIGAN. <box>96 993 207 1004</box>
table-cell: $4 15@4 60 <box>1264 1018 1297 1026</box>
table-header <box>1153 1069 1212 1076</box>
table-header: St. Louis <box>1264 1012 1297 1019</box>
table-cell: 35 <box>1320 1089 1354 1096</box>
card-title: DENTAL WORK <box>116 1214 188 1226</box>
paragraph: Berne.—Heavy floods are reported from various parts of Switzerland, and have caused considerable damage to the crops. The railroad near Brienz is covered by debris from the river. <box>712 921 918 949</box>
card-detail: General and Local Anaesthetic for Painless Extraction. Office over J. Suiter & Co's store. <box>96 1227 208 1242</box>
table-cell: 41 <box>1320 1110 1354 1117</box>
eagle-emblem <box>766 87 896 156</box>
table-cell: Chicago .... <box>1153 1082 1212 1090</box>
business-card <box>47 1504 256 1565</box>
publisher-byline: By MAT D. BLOSSER. <box>104 287 199 298</box>
paragraph: A treaty for the annexation of Hawaii to the United States will be sent to the Senate soon. The treaty has been written and all its details agreed upon. There is no doubt, it is said, of the President's acquiescence in the terms of the treaty, which is on the general lines of the treaty negotiated during the administration of President Harrison and withdrawn by President Cleveland. It provides for annexation without the cession of conditions on the part of the Hawaiians as to the form of government to be conducted to Hawaii, leaving that question to be entirely disposed of by the government of the United States. The United States will agree, however, to assume the debt of the present Hawaiian government, but will come into possession of all the Hawaiian crown lands and other possessions. The present condition in Hawaii, it is said, has led much to do with favorable consideration of the treaty of annexation. The present government of Hawaii and the people who support it are very much concerned about the Japanese situation, and it is felt that the Japanese at any time, may take some action looking to acquisition of the island. <box>1370 632 1573 810</box>
business-card <box>47 1132 256 1198</box>
grain-head: GRAIN, ETC. <box>1228 1058 1280 1067</box>
paragraph: The third annual jubilee of Jackson, Washtenaw and Hillsdale county Maccabees at Jackson where a great crowd and a fine program, under the direction of Col. John E. Terrell, of the First infantry, was fully carried out. <box>492 300 698 338</box>
paragraph: Rock Island, Ill.—Mrs. Mary A. Wilkes, aged 76, while returning home from a religious meeting was thrown from a carriage and killed. <box>712 552 918 580</box>
livestock-table <box>1153 1011 1356 1053</box>
card-name: GEO. A. SERVIS, D. D. S. <box>84 1202 220 1215</box>
paragraph: London.—At the royal military tournament at the Agricultural Hall, Islington, in the bayonet team fighting between the regulars and the colonials, the prize was carried off by the Forty-eighth Canadian Highlanders. <box>712 848 918 886</box>
story-subhead: Many English Massacred in India. <box>978 947 1092 956</box>
paragraph: Galesburg, Ill.—While Mrs. Charles Haggenjos was driving she was thrown out and struck against a tree. Her skull was fractured and death resulted. <box>712 584 918 612</box>
whole-number <box>1360 220 1576 236</box>
society-entry: MANCHESTER LODGE No. 148, F. & A. M. meet at Masonic Hall, Monday evening on or before the full moon. VISITING brethren always welcome. FRED E. SPAFARD, W. M. CHAS J. ROBISON, Secretary. <box>47 372 256 404</box>
paragraph: A. R. Cichy's saloon, grocery and broom factory partly burned at Eden lake; together with their contents. The loss is estimated at $3,000, and is fully insured. <box>271 994 477 1023</box>
paragraph: SENATE—52d day.—The first test vote on the sugar schedule resulted in the adoption of the Republican caucus amendment changing the House rate on refined sugar to 1.95 per pound by the close vote of yeas 32, nays 31. As the closest vote thus far taken on an issue of importance and was accepted as showing that any amendment having the sanction of the caucus was assured of adoption. The day was spent in speeches on the effect of the sugar schedule, the first paragraph of which was not finally disposed of up to the time of adjournment. <box>1153 428 1356 516</box>
